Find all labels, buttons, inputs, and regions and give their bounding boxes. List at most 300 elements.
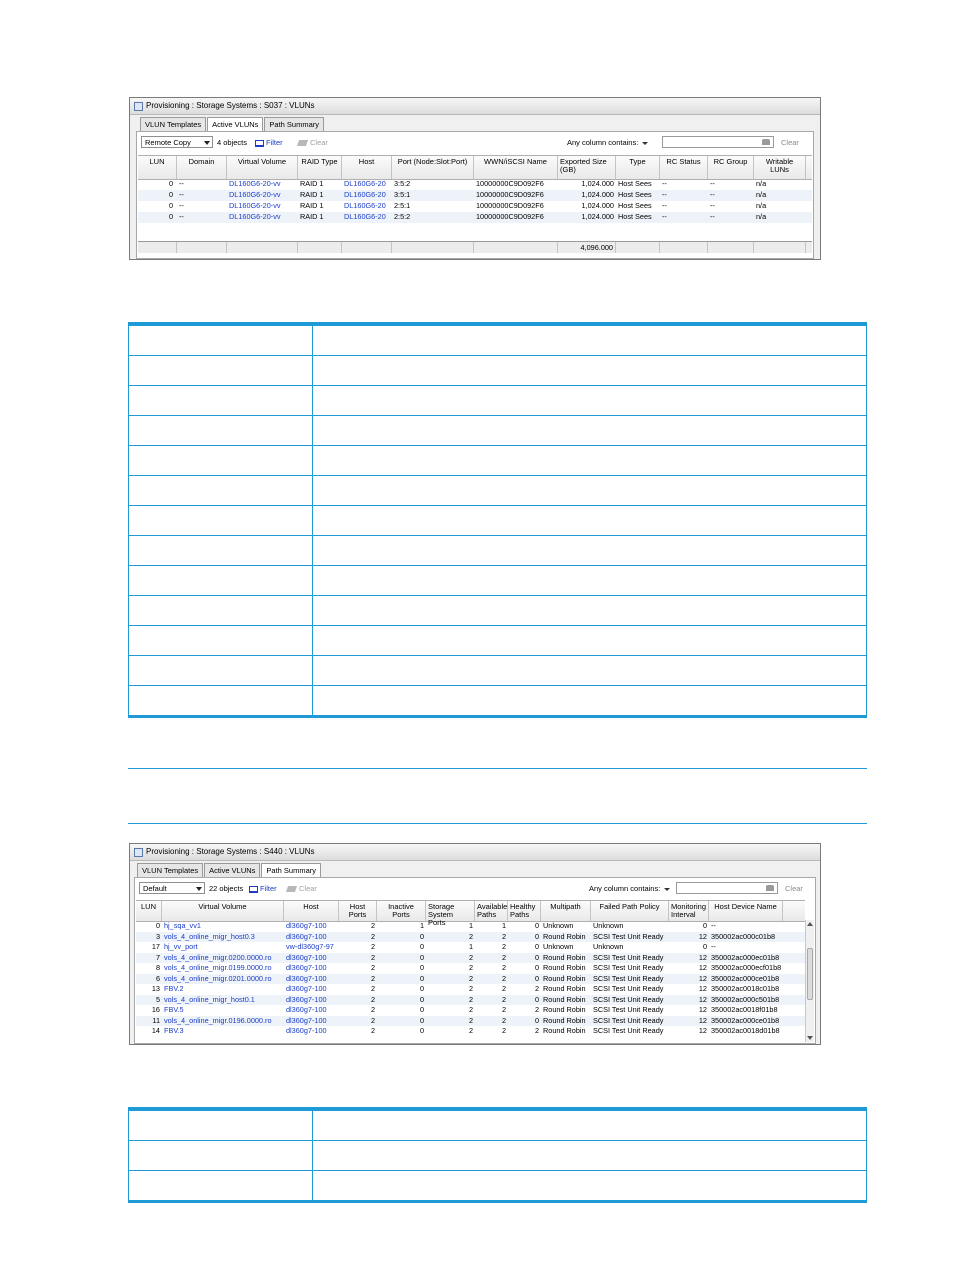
table-row[interactable] [136, 953, 805, 964]
vertical-scrollbar[interactable] [805, 920, 814, 1042]
table-cell: 11 [152, 1015, 160, 1025]
table-cell: 10000000C9D092F6 [476, 179, 544, 188]
table-cell: 2 [370, 963, 375, 972]
filter-icon [255, 140, 264, 147]
table-cell: 0 [419, 1015, 424, 1025]
table-row [128, 535, 867, 565]
table-row [128, 415, 867, 445]
totals-cell [474, 242, 558, 253]
search-clear-button[interactable]: Clear [785, 884, 803, 893]
table-cell: 2 [501, 994, 506, 1004]
table-cell[interactable]: vols_4_online_migr_host0.3 [164, 931, 255, 941]
table-cell: 12 [698, 1026, 707, 1035]
vlun-grid [138, 155, 812, 256]
table-row[interactable] [136, 984, 805, 995]
totals-cell [342, 242, 392, 253]
table-cell: 2 [468, 984, 473, 993]
table-cell[interactable]: dl360g7-100 [286, 921, 327, 930]
totals-cell [660, 242, 708, 253]
totals-cell [708, 242, 754, 253]
table-row [128, 355, 867, 385]
table-row[interactable] [136, 995, 805, 1006]
table-cell[interactable]: vols_4_online_migr.0196.0000.ro [164, 1015, 272, 1025]
table-cell: Round Robin [543, 973, 586, 983]
table-cell: n/a [756, 212, 767, 221]
column-header[interactable]: Storage System Ports [426, 901, 475, 921]
column-header[interactable]: Inactive Ports [377, 901, 426, 921]
column-header[interactable]: Available Paths [477, 902, 508, 919]
table-row [128, 385, 867, 415]
window-title-bar [130, 844, 820, 861]
table-cell: 0 [419, 963, 424, 972]
table-cell: Round Robin [543, 1015, 586, 1025]
table-cell: 350002ac0018d01b8 [711, 1026, 780, 1035]
table-cell: Host Sees [618, 190, 652, 199]
table-cell: RAID 1 [300, 190, 324, 199]
table-cell[interactable]: hj_sqa_vv1 [164, 921, 201, 930]
table-cell: SCSI Test Unit Ready [593, 1005, 664, 1014]
clear-button[interactable] [287, 882, 317, 896]
table-cell: 17 [151, 942, 160, 951]
table-cell: 2 [534, 1005, 539, 1014]
filter-button[interactable] [255, 136, 283, 150]
table-cell: 350002ac000ce01b8 [711, 973, 780, 983]
column-divider [312, 1171, 313, 1200]
doc-table-1 [128, 322, 867, 718]
table-cell[interactable]: FBV.3 [164, 1026, 184, 1035]
table-cell: 0 [419, 931, 424, 941]
table-cell: -- [179, 179, 184, 188]
table-cell[interactable]: dl360g7-100 [286, 1015, 327, 1025]
totals-cell [392, 242, 474, 253]
column-header[interactable]: Exported Size (GB) [558, 156, 616, 179]
table-row [128, 475, 867, 505]
table-cell[interactable]: hj_vv_port [164, 942, 198, 951]
table-cell: 1,024.000 [581, 179, 614, 188]
table-cell: -- [662, 190, 667, 199]
tab-panel [136, 131, 814, 259]
column-divider [312, 596, 313, 625]
filter-label: Filter [266, 138, 283, 147]
table-cell[interactable]: DL160G6-20 [344, 190, 386, 199]
table-cell: SCSI Test Unit Ready [593, 1015, 664, 1025]
table-cell[interactable]: dl360g7-100 [286, 931, 327, 941]
table-cell: SCSI Test Unit Ready [593, 963, 664, 972]
table-cell: 0 [534, 921, 539, 930]
table-cell: Round Robin [543, 952, 586, 962]
tab-strip [140, 117, 325, 131]
note-rule-bottom [128, 823, 867, 824]
totals-cell [298, 242, 342, 253]
column-header[interactable]: LUN [138, 156, 177, 179]
table-cell: 2 [468, 1026, 473, 1035]
table-cell: 2 [501, 1005, 506, 1014]
table-cell[interactable]: DL160G6-20-vv [229, 179, 281, 188]
totals-cell [754, 242, 806, 253]
column-header[interactable]: Monitoring Interval [669, 901, 709, 921]
table-cell: -- [710, 179, 715, 188]
table-cell: 5 [155, 994, 160, 1004]
table-cell: 10000000C9D092F6 [476, 201, 544, 210]
table-cell: 16 [151, 1005, 160, 1014]
chevron-down-icon [204, 141, 210, 145]
chevron-down-icon[interactable] [642, 142, 648, 145]
table-cell: 0 [534, 931, 539, 941]
chevron-down-icon [196, 887, 202, 891]
totals-cell [227, 242, 298, 253]
tab-path-summary[interactable]: Path Summary [264, 117, 324, 131]
table-row [128, 1110, 867, 1140]
table-cell: 2 [370, 984, 375, 993]
table-cell: 0 [702, 942, 707, 951]
table-cell: 0 [534, 952, 539, 962]
table-row [128, 565, 867, 595]
table-cell: 350002ac0018f01b8 [711, 1005, 778, 1014]
table-cell: 1,024.000 [581, 212, 614, 221]
table-cell[interactable]: FBV.5 [164, 1005, 184, 1014]
table-row [128, 595, 867, 625]
table-cell: -- [662, 201, 667, 210]
table-cell[interactable]: dl360g7-100 [286, 973, 327, 983]
table-row [128, 1140, 867, 1170]
table-cell: 1 [501, 921, 506, 930]
table-cell: 12 [698, 963, 707, 972]
search-label-text: Any column contains: [589, 884, 661, 893]
table-row[interactable] [136, 932, 805, 943]
table-cell: 2 [370, 1005, 375, 1014]
table-cell[interactable]: vols_4_online_migr_host0.1 [164, 994, 255, 1004]
table-cell: 2 [370, 1026, 375, 1035]
grid-header [138, 155, 812, 180]
table-cell: Round Robin [543, 984, 586, 993]
table-cell: 0 [419, 973, 424, 983]
table-cell: 0 [168, 212, 173, 221]
table-cell: 12 [698, 994, 707, 1004]
table-cell: SCSI Test Unit Ready [593, 931, 664, 941]
table-cell: n/a [756, 179, 767, 188]
view-select[interactable] [141, 136, 213, 148]
table-cell[interactable]: vw-dl360g7-97 [286, 942, 334, 951]
filter-label: Filter [260, 884, 277, 893]
table-cell: 1,024.000 [581, 201, 614, 210]
view-select[interactable] [139, 882, 205, 894]
table-cell: Unknown [543, 921, 574, 930]
table-cell: Round Robin [543, 1005, 586, 1014]
table-row[interactable] [136, 963, 805, 974]
table-row [128, 445, 867, 475]
table-cell[interactable]: dl360g7-100 [286, 1026, 327, 1035]
table-cell: RAID 1 [300, 201, 324, 210]
search-icon[interactable] [766, 885, 774, 891]
column-divider [312, 386, 313, 415]
table-cell: RAID 1 [300, 212, 324, 221]
eraser-icon [297, 140, 308, 146]
table-cell: 2 [501, 1026, 506, 1035]
table-row [128, 325, 867, 355]
table-cell: -- [711, 921, 716, 930]
table-cell: 2 [468, 1005, 473, 1014]
table-cell: 2 [468, 963, 473, 972]
table-cell: 2 [370, 931, 375, 941]
table-cell: 3:5:2 [394, 179, 411, 188]
column-header[interactable]: WWN/iSCSI Name [474, 156, 558, 179]
totals-cell [138, 242, 177, 253]
table-row[interactable] [136, 1016, 805, 1027]
column-header[interactable]: Host Ports [339, 901, 377, 921]
table-cell[interactable]: dl360g7-100 [286, 1005, 327, 1014]
totals-cell: 4,096.000 [558, 242, 616, 253]
table-cell: 0 [419, 1005, 424, 1014]
column-header[interactable]: RC Status [660, 156, 708, 179]
table-cell[interactable]: DL160G6-20 [344, 179, 386, 188]
table-cell: 0 [534, 963, 539, 972]
table-cell: 2 [468, 952, 473, 962]
table-cell: 2 [468, 1015, 473, 1025]
column-header[interactable]: Host [284, 901, 339, 921]
table-row[interactable] [136, 974, 805, 985]
table-cell[interactable]: DL160G6-20 [344, 201, 386, 210]
table-cell[interactable]: DL160G6-20 [344, 212, 386, 221]
table-cell: 10000000C9D092F6 [476, 212, 544, 221]
column-header[interactable]: RC Group [708, 156, 754, 179]
view-select-value: Default [143, 884, 167, 893]
table-cell: SCSI Test Unit Ready [593, 984, 664, 993]
path-summary-grid [136, 900, 814, 1042]
table-cell[interactable]: DL160G6-20-vv [229, 190, 281, 199]
column-divider [312, 326, 313, 355]
filter-icon [249, 886, 258, 893]
chevron-down-icon[interactable] [664, 888, 670, 891]
table-cell: 2:5:1 [394, 201, 411, 210]
column-divider [312, 686, 313, 715]
table-cell: -- [710, 212, 715, 221]
eraser-icon [286, 886, 297, 892]
column-header[interactable]: RAID Type [298, 156, 342, 179]
table-cell: 2 [370, 1015, 375, 1025]
table-cell: 2 [501, 1015, 506, 1025]
table-cell[interactable]: vols_4_online_migr.0200.0000.ro [164, 952, 272, 962]
scroll-up-icon[interactable] [807, 922, 813, 926]
table-cell: 0 [534, 973, 539, 983]
table-cell: 12 [698, 952, 707, 962]
column-divider [312, 1111, 313, 1140]
search-clear-button[interactable]: Clear [781, 138, 799, 147]
table-cell[interactable]: dl360g7-100 [286, 994, 327, 1004]
table-cell: 0 [168, 201, 173, 210]
table-cell: 2:5:2 [394, 212, 411, 221]
table-cell: 1 [419, 921, 424, 930]
column-header[interactable]: Domain [177, 156, 227, 179]
table-cell: 350002ac000ecf01b8 [711, 963, 782, 972]
search-input[interactable] [676, 882, 778, 894]
object-count: 4 objects [217, 138, 248, 147]
filter-button[interactable] [249, 882, 277, 896]
column-divider [312, 416, 313, 445]
table-cell: 12 [698, 1005, 707, 1014]
clear-button[interactable] [298, 136, 328, 150]
scroll-down-icon[interactable] [807, 1036, 813, 1040]
table-cell: Unknown [543, 942, 574, 951]
column-divider [312, 476, 313, 505]
table-cell: Host Sees [618, 179, 652, 188]
column-header[interactable]: Virtual Volume [162, 901, 284, 921]
column-header[interactable]: Virtual Volume [227, 156, 298, 179]
table-cell: 2 [370, 952, 375, 962]
table-cell[interactable]: vols_4_online_migr.0201.0000.ro [164, 973, 272, 983]
table-cell: 2 [468, 973, 473, 983]
clear-label: Clear [310, 138, 328, 147]
table-cell: 12 [698, 973, 707, 983]
column-divider [312, 656, 313, 685]
table-row[interactable] [138, 212, 812, 223]
totals-cell [177, 242, 227, 253]
table-cell: 6 [155, 973, 160, 983]
table-cell: -- [179, 201, 184, 210]
column-divider [312, 1141, 313, 1170]
tab-vlun-templates[interactable]: VLUN Templates [137, 863, 203, 877]
totals-cell [616, 242, 660, 253]
table-cell: RAID 1 [300, 179, 324, 188]
table-row[interactable] [138, 190, 812, 201]
table-row[interactable] [136, 1026, 805, 1037]
table-row[interactable] [138, 179, 812, 190]
table-cell: 0 [419, 984, 424, 993]
table-row [128, 505, 867, 535]
column-header[interactable]: LUN [136, 901, 162, 921]
table-cell: 2 [370, 994, 375, 1004]
table-cell: 3 [155, 931, 160, 941]
table-cell: 2 [501, 952, 506, 962]
table-cell: 12 [698, 1015, 707, 1025]
table-cell: 12 [698, 931, 707, 941]
table-cell[interactable]: dl360g7-100 [286, 963, 327, 972]
table-cell[interactable]: DL160G6-20-vv [229, 201, 281, 210]
table-cell: 0 [419, 994, 424, 1004]
table-cell: 0 [419, 952, 424, 962]
table-cell: 350002ac000ce01b8 [711, 1015, 780, 1025]
object-count: 22 objects [209, 884, 244, 893]
table-cell: -- [710, 201, 715, 210]
table-cell: 0 [168, 190, 173, 199]
table-cell: Host Sees [618, 201, 652, 210]
table-cell: 1 [468, 942, 473, 951]
tab-active-vluns[interactable]: Active VLUNs [204, 863, 260, 877]
column-divider [312, 626, 313, 655]
table-row [128, 685, 867, 715]
table-cell: n/a [756, 201, 767, 210]
column-divider [312, 506, 313, 535]
table-cell: Unknown [593, 921, 624, 930]
table-cell: 2 [370, 921, 375, 930]
table-cell[interactable]: vols_4_online_migr.0199.0000.ro [164, 963, 272, 972]
table-cell: -- [179, 190, 184, 199]
column-header[interactable]: Failed Path Policy [591, 901, 669, 921]
table-cell: Unknown [593, 942, 624, 951]
scroll-thumb[interactable] [807, 948, 813, 1000]
table-cell: 2 [468, 994, 473, 1004]
table-cell: 0 [534, 994, 539, 1004]
table-cell: 0 [534, 942, 539, 951]
clear-label: Clear [299, 884, 317, 893]
table-cell: 0 [534, 1015, 539, 1025]
table-cell: -- [711, 942, 716, 951]
table-cell: 2 [468, 931, 473, 941]
table-cell: SCSI Test Unit Ready [593, 952, 664, 962]
tab-active-vluns[interactable]: Active VLUNs [207, 117, 263, 132]
table-cell: 2 [370, 973, 375, 983]
table-row [128, 625, 867, 655]
table-cell: 0 [419, 1026, 424, 1035]
table-cell: -- [662, 179, 667, 188]
table-cell: 0 [702, 921, 707, 930]
table-row [128, 655, 867, 685]
view-select-value: Remote Copy [145, 138, 191, 147]
table-cell: 350002ac000ec01b8 [711, 952, 780, 962]
table-cell: Round Robin [543, 931, 586, 941]
table-cell[interactable]: FBV.2 [164, 984, 184, 993]
column-header[interactable]: Host Device Name [709, 901, 783, 921]
table-row[interactable] [138, 201, 812, 212]
table-cell[interactable]: dl360g7-100 [286, 984, 327, 993]
table-cell: 350002ac0018c01b8 [711, 984, 780, 993]
table-row [128, 1170, 867, 1200]
table-cell: -- [710, 190, 715, 199]
column-header[interactable]: Host [342, 156, 392, 179]
table-row[interactable] [136, 1005, 805, 1016]
toolbar [139, 882, 811, 896]
table-cell: 2 [501, 963, 506, 972]
tab-path-summary[interactable]: Path Summary [261, 863, 321, 878]
table-cell: 2 [534, 1026, 539, 1035]
column-divider [312, 536, 313, 565]
table-row[interactable] [136, 921, 805, 932]
window-icon [134, 102, 143, 111]
column-header[interactable]: Type [616, 156, 660, 179]
table-cell: 2 [370, 942, 375, 951]
table-cell: -- [179, 212, 184, 221]
table-cell: 14 [151, 1026, 160, 1035]
toolbar [141, 136, 809, 150]
column-header[interactable]: Multipath [541, 901, 591, 921]
table-cell: 1,024.000 [581, 190, 614, 199]
tab-panel [134, 877, 816, 1044]
column-divider [312, 566, 313, 595]
table-cell: 10000000C9D092F6 [476, 190, 544, 199]
search-icon[interactable] [762, 139, 770, 145]
column-header[interactable]: Port (Node:Slot:Port) [392, 156, 474, 179]
table-cell: SCSI Test Unit Ready [593, 1026, 664, 1035]
search-label [589, 882, 670, 896]
table-cell: 8 [155, 963, 160, 972]
tab-vlun-templates[interactable]: VLUN Templates [140, 117, 206, 131]
table-cell: Round Robin [543, 1026, 586, 1035]
note-rule-top [128, 768, 867, 769]
column-header[interactable]: Writable LUNs [754, 156, 806, 179]
table-cell: 1 [468, 921, 473, 930]
table-cell: 0 [155, 921, 160, 930]
search-label-text: Any column contains: [567, 138, 639, 147]
search-input[interactable] [662, 136, 774, 148]
table-row[interactable] [136, 942, 805, 953]
search-label [567, 136, 648, 150]
table-cell: 13 [151, 984, 160, 993]
table-cell[interactable]: dl360g7-100 [286, 952, 327, 962]
table-cell: Round Robin [543, 963, 586, 972]
table-cell[interactable]: DL160G6-20-vv [229, 212, 281, 221]
column-header[interactable]: Healthy Paths [508, 901, 541, 921]
column-divider [312, 356, 313, 385]
table-cell: 2 [534, 984, 539, 993]
